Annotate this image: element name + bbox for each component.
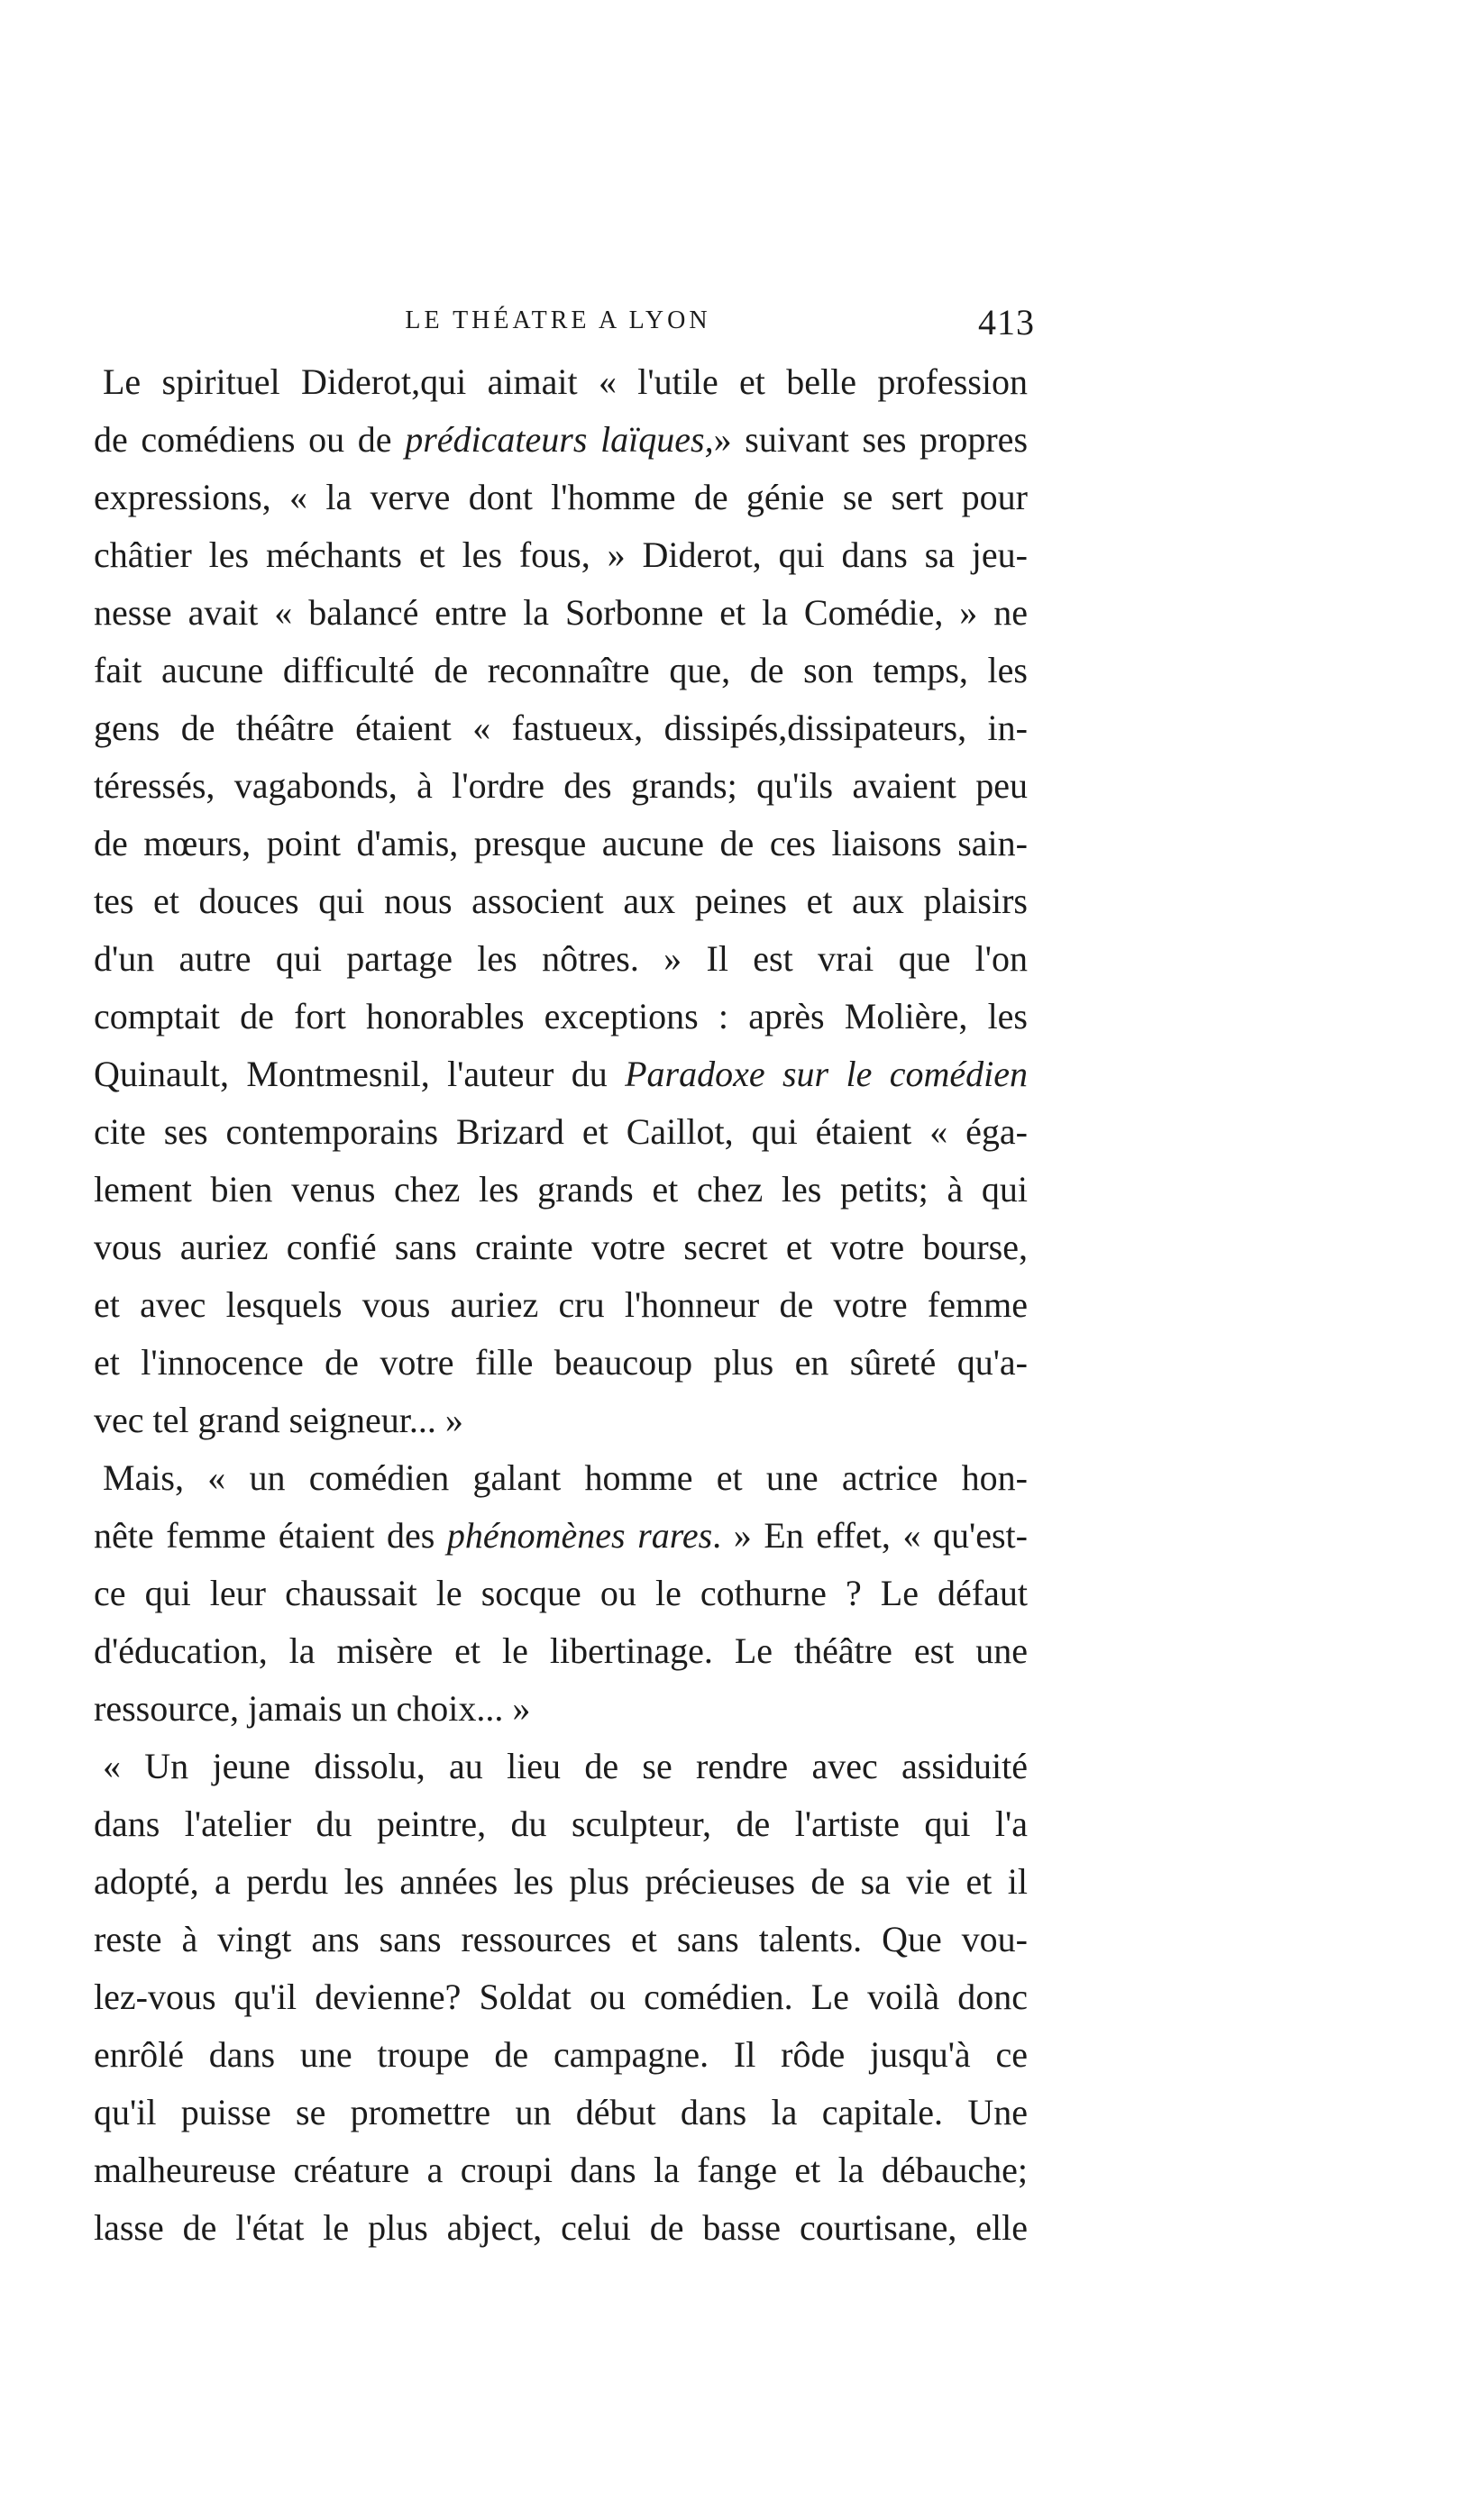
text-segment: téressés, vagabonds, à l'ordre des grands; qu'ils avaient peu (94, 765, 1028, 806)
text-segment: nête femme étaient des (94, 1515, 447, 1556)
text-segment: et l'innocence de votre fille beaucoup plus en sûreté qu'a- (94, 1342, 1028, 1383)
text-segment: enrôlé dans une troupe de campagne. Il rôde jusqu'à ce (94, 2034, 1028, 2075)
text-segment: Quinault, Montmesnil, l'auteur du (94, 1054, 626, 1094)
text-line (94, 1622, 1028, 1680)
text-line (94, 1045, 1028, 1103)
page-number: 413 (978, 302, 1035, 342)
text-segment: tes et douces qui nous associent aux peines et aux plaisirs (94, 881, 1028, 921)
text-line (94, 1968, 1028, 2026)
text-segment: lasse de l'état le plus abject, celui de basse courtisane, elle (94, 2207, 1028, 2248)
text-segment: Le spirituel Diderot,qui aimait « l'utile et belle profession (103, 361, 1028, 402)
text-segment: comptait de fort honorables exceptions : après Molière, les (94, 996, 1028, 1036)
text-line (94, 584, 1028, 642)
text-line (94, 2026, 1028, 2084)
text-segment: nesse avait « balancé entre la Sorbonne et la Comédie, » ne (94, 592, 1028, 633)
text-segment: ce qui leur chaussait le socque ou le cothurne ? Le défaut (94, 1573, 1028, 1613)
text-line (94, 353, 1028, 411)
text-segment: de mœurs, point d'amis, presque aucune de ces liaisons sain- (94, 823, 1028, 863)
text-segment: adopté, a perdu les années les plus précieuses de sa vie et il (94, 1861, 1028, 1902)
text-segment: et avec lesquels vous auriez cru l'honneur de votre femme (94, 1284, 1028, 1325)
text-line (94, 699, 1028, 757)
text-line (94, 1392, 1028, 1449)
text-line (94, 2084, 1028, 2141)
text-segment: vous auriez confié sans crainte votre secret et votre bourse, (94, 1227, 1028, 1267)
text-line (94, 1680, 1028, 1738)
text-segment: vec tel grand seigneur... » (94, 1400, 463, 1440)
text-segment: d'un autre qui partage les nôtres. » Il est vrai que l'on (94, 938, 1028, 979)
text-line (94, 1738, 1028, 1795)
text-segment: dans l'atelier du peintre, du sculpteur, de l'artiste qui l'a (94, 1803, 1028, 1844)
text-line (94, 1853, 1028, 1911)
text-segment: ressource, jamais un choix... » (94, 1688, 531, 1729)
text-line (94, 2141, 1028, 2199)
text-line (94, 815, 1028, 872)
text-segment: . » En effet, « qu'est- (712, 1515, 1028, 1556)
text-line (94, 1911, 1028, 1968)
text-line (94, 988, 1028, 1045)
text-segment: châtier les méchants et les fous, » Diderot, qui dans sa jeu- (94, 534, 1028, 575)
text-segment: lez-vous qu'il devienne? Soldat ou comédien. Le voilà donc (94, 1977, 1028, 2017)
text-segment: « Un jeune dissolu, au lieu de se rendre avec assiduité (103, 1746, 1028, 1786)
text-line (94, 1795, 1028, 1853)
text-line (94, 757, 1028, 815)
text-line (94, 1507, 1028, 1565)
text-line (94, 526, 1028, 584)
text-segment: malheureuse créature a croupi dans la fange et la débauche; (94, 2150, 1028, 2190)
text-segment: d'éducation, la misère et le libertinage. Le théâtre est une (94, 1630, 1028, 1671)
running-head (94, 287, 1035, 342)
text-line (94, 2199, 1028, 2257)
text-line (94, 642, 1028, 699)
text-line (94, 1161, 1028, 1219)
text-line (94, 1103, 1028, 1161)
italic-text: Paradoxe sur le comédien (625, 1054, 1028, 1094)
text-line (94, 411, 1028, 469)
body-text (94, 353, 1028, 2257)
text-segment: expressions, « la verve dont l'homme de génie se sert pour (94, 477, 1028, 517)
text-segment: cite ses contemporains Brizard et Caillot, qui étaient « éga- (94, 1111, 1028, 1152)
text-line (94, 1334, 1028, 1392)
text-segment: de comédiens ou de (94, 419, 406, 460)
text-segment: Mais, « un comédien galant homme et une actrice hon- (103, 1457, 1028, 1498)
text-line (94, 872, 1028, 930)
text-segment: reste à vingt ans sans ressources et sans talents. Que vou- (94, 1919, 1028, 1959)
text-line (94, 930, 1028, 988)
text-line (94, 1565, 1028, 1622)
text-line (94, 1449, 1028, 1507)
text-segment: fait aucune difficulté de reconnaître que, de son temps, les (94, 650, 1028, 690)
text-segment: » suivant ses propres (713, 419, 1028, 460)
running-title: LE THÉATRE A LYON (405, 306, 711, 334)
text-line (94, 469, 1028, 526)
italic-text: prédicateurs laïques, (405, 419, 714, 460)
text-line (94, 1276, 1028, 1334)
text-segment: gens de théâtre étaient « fastueux, dissipés,dissipateurs, in- (94, 708, 1028, 748)
italic-text: phénomènes rares (446, 1515, 713, 1556)
text-segment: lement bien venus chez les grands et chez les petits; à qui (94, 1169, 1028, 1210)
text-line (94, 1219, 1028, 1276)
text-segment: qu'il puisse se promettre un début dans la capitale. Une (94, 2092, 1028, 2132)
